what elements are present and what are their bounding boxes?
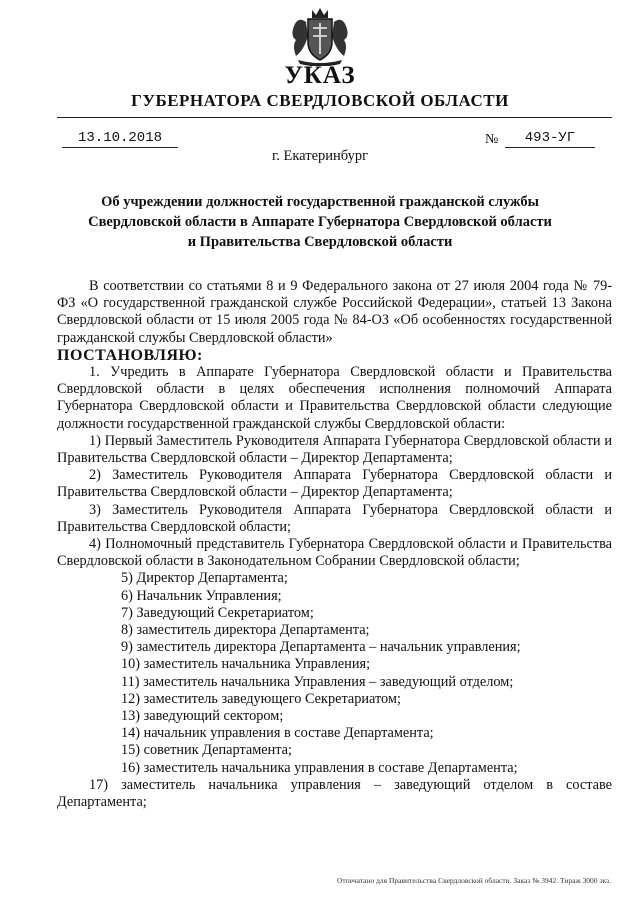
document-body	[57, 278, 612, 811]
list-item: 10) заместитель начальника Управления;	[121, 656, 371, 673]
coat-of-arms-emblem	[288, 6, 352, 66]
decree-keyword: ПОСТАНОВЛЯЮ:	[57, 346, 203, 364]
subject-line: Свердловской области в Аппарате Губернатора Свердловской области	[88, 214, 552, 230]
list-item: 16) заместитель начальника управления в составе Департамента;	[121, 759, 518, 776]
list-item: 17) заместитель начальника управления – заведующий отделом в составе Департамента;	[57, 776, 612, 811]
list-item: 3) Заместитель Руководителя Аппарата Губернатора Свердловской области и Правительства Свердловской области;	[57, 501, 612, 535]
print-imprint: Отпечатано для Правительства Свердловской области. Заказ № 3942. Тираж 3000 экз.	[337, 876, 611, 885]
list-item: 2) Заместитель Руководителя Аппарата Губернатора Свердловской области и Правительства Свердловской области – Директор Департамента;	[57, 467, 612, 501]
list-item: 7) Заведующий Секретариатом;	[121, 604, 314, 621]
preamble-paragraph: В соответствии со статьями 8 и 9 Федерального закона от 27 июля 2004 года № 79-ФЗ «О государственной гражданской службе Российской Федерации», статьей 13 Закона Свердловской области от 15 июля 2005 года № 84-ОЗ «Об особенностях государственной гражданской службы Свердловской области»	[57, 278, 612, 346]
list-item: 1) Первый Заместитель Руководителя Аппарата Губернатора Свердловской области и Правительства Свердловской области – Директор Департамента;	[57, 432, 612, 467]
point-1-paragraph: 1. Учредить в Аппарате Губернатора Свердловской области и Правительства Свердловской области в целях обеспечения исполнения полномочий Аппарата Губернатора Свердловской области и Правительства Свердловской области следующие должности государственной гражданской службы Свердловской области:	[57, 364, 612, 432]
document-date: 13.10.2018	[62, 130, 178, 148]
list-item: 5) Директор Департамента;	[121, 570, 288, 587]
issuer-title: ГУБЕРНАТОРА СВЕРДЛОВСКОЙ ОБЛАСТИ	[131, 91, 509, 110]
list-item: 4) Полномочный представитель Губернатора Свердловской области и Правительства Свердловской области в Законодательном Собрании Свердловской области;	[57, 536, 612, 570]
document-subject	[60, 192, 580, 252]
city-line: г. Екатеринбург	[271, 148, 369, 164]
document-type-title: УКАЗ	[284, 62, 356, 89]
header-divider	[57, 117, 612, 118]
list-item: 14) начальник управления в составе Департамента;	[121, 725, 434, 742]
document-number: 493-УГ	[505, 130, 595, 148]
list-item: 8) заместитель директора Департамента;	[121, 622, 370, 639]
list-item: 11) заместитель начальника Управления – заведующий отделом;	[121, 673, 514, 690]
list-item: 9) заместитель директора Департамента – начальник управления;	[121, 639, 521, 656]
subject-line: и Правительства Свердловской области	[187, 234, 453, 250]
list-item: 15) советник Департамента;	[121, 742, 292, 759]
subject-line: Об учреждении должностей государственной гражданской службы	[101, 194, 539, 210]
list-item: 12) заместитель заведующего Секретариатом;	[121, 690, 401, 707]
number-label: №	[485, 132, 499, 147]
list-item: 13) заведующий сектором;	[121, 708, 284, 725]
list-item: 6) Начальник Управления;	[121, 587, 282, 604]
